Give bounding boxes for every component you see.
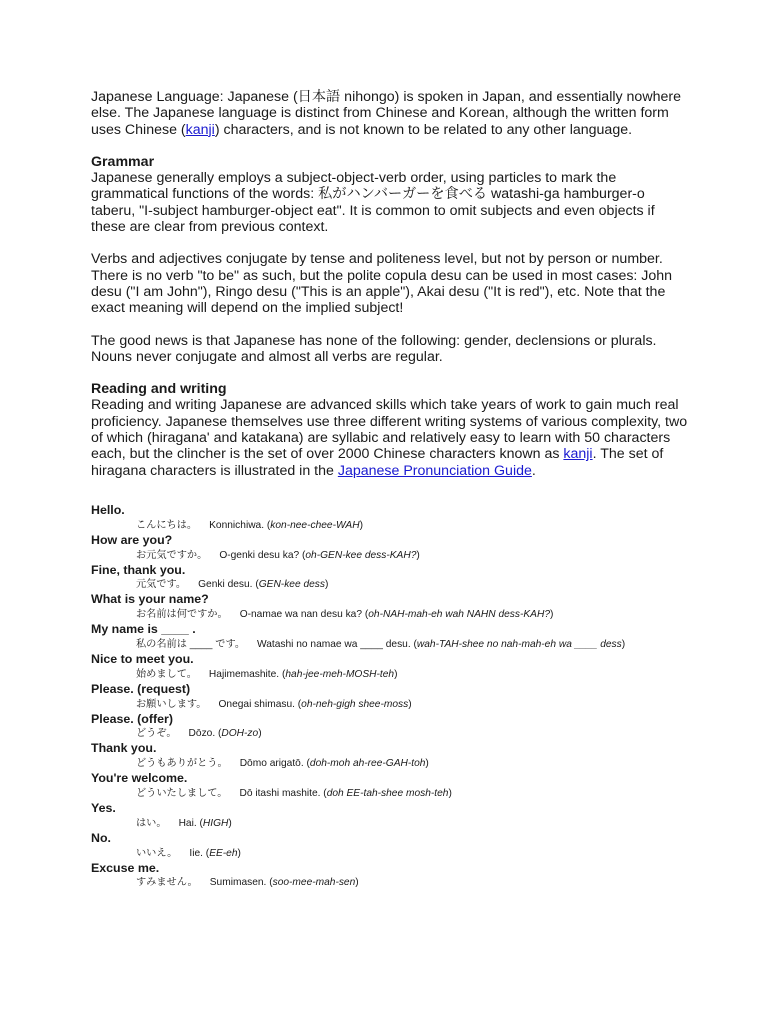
phrase-japanese <box>136 548 711 563</box>
phrase-japanese <box>136 816 711 831</box>
phrase-romaji: O-namae wa nan desu ka? ( <box>239 609 369 621</box>
phrase-kana: こんにちは。 <box>136 519 198 531</box>
grammar-heading: Grammar <box>91 153 155 170</box>
document-body <box>91 89 691 479</box>
phrase-english: Hello. <box>91 503 125 517</box>
phrase-japanese <box>136 637 711 652</box>
phrase-kana: 始めまして。 <box>136 668 197 680</box>
grammar-paragraph-1: Japanese generally employs a subject-object-verb order, using particles to mark the grammatical functions of the words: 私がハンバーガーを食べる watashi-ga hamburger-o taberu, "I-subject hamburger-object eat". It is common to omit subjects and even objects if these are clear from previous context. <box>91 170 655 236</box>
phrase-kana: どういたしまして。 <box>136 787 228 799</box>
phrase-pronunciation: soo-mee-mah-sen <box>272 877 356 889</box>
phrase-pronunciation: oh-neh-gigh shee-moss <box>301 698 409 710</box>
phrasebook-list <box>91 503 711 890</box>
reading-text-end: . <box>531 462 536 479</box>
phrase-japanese <box>136 726 711 741</box>
phrase-close-paren: ) <box>228 817 232 829</box>
phrase-romaji: Hai. ( <box>178 817 203 829</box>
phrase-pronunciation: doh EE-tah-shee mosh-teh <box>326 787 449 799</box>
phrase-close-paren: ) <box>416 549 420 561</box>
pronunciation-guide-link[interactable]: Japanese Pronunciation Guide <box>337 462 532 479</box>
phrase-pronunciation: kon-nee-chee-WAH <box>270 519 360 531</box>
phrase-kana: お願いします。 <box>136 698 207 710</box>
phrase-japanese <box>136 667 711 682</box>
kanji-link-2[interactable]: kanji <box>563 446 593 463</box>
phrase-kana: すみません。 <box>136 877 198 889</box>
reading-paragraph <box>91 397 691 478</box>
phrase-english: My name is ____ . <box>91 622 196 637</box>
phrase-english: Nice to meet you. <box>91 651 194 666</box>
phrase-pronunciation: oh-GEN-kee dess-KAH? <box>305 549 417 561</box>
phrase-kana: どうぞ。 <box>136 728 177 740</box>
phrase-japanese <box>136 577 711 592</box>
phrase-kana: お名前は何ですか。 <box>136 609 228 621</box>
phrase-romaji: Dōzo. ( <box>188 728 222 740</box>
phrase-romaji: Genki desu. ( <box>198 579 259 591</box>
phrase-pronunciation: hah-jee-meh-MOSH-teh <box>285 668 395 680</box>
phrase-romaji: Watashi no namae wa ____ desu. ( <box>257 638 417 650</box>
phrase-romaji: Dōmo arigatō. ( <box>239 758 310 770</box>
reading-heading: Reading and writing <box>91 381 227 398</box>
phrase-romaji: O-genki desu ka? ( <box>219 549 306 561</box>
phrase-close-paren: ) <box>621 638 626 650</box>
phrase-english: Please. (request) <box>91 681 191 696</box>
phrase-english: Please. (offer) <box>91 711 173 726</box>
phrase-kana: お元気ですか。 <box>136 549 208 561</box>
phrase-kana: いいえ。 <box>136 847 178 859</box>
phrase-japanese <box>136 756 711 771</box>
phrase-close-paren: ) <box>394 668 398 680</box>
phrase-english: Yes. <box>91 800 116 815</box>
phrase-english: How are you? <box>91 532 173 547</box>
phrase-pronunciation: DOH-zo <box>221 728 259 740</box>
phrase-kana: どうもありがとう。 <box>136 758 228 770</box>
kanji-link[interactable]: kanji <box>185 121 215 138</box>
phrase-japanese <box>136 846 711 861</box>
phrase-close-paren: ) <box>355 877 359 889</box>
phrase-english: Thank you. <box>91 741 157 756</box>
phrase-pronunciation: wah-TAH-shee no nah-mah-eh wa ____ dess <box>416 638 622 650</box>
phrase-pronunciation: HIGH <box>202 817 229 829</box>
phrase-close-paren: ) <box>408 698 412 710</box>
intro-text: Japanese Language: Japanese (日本語 nihongo) is spoken in Japan, and essentially nowhere else. The Japanese language is distinct from Chinese and Korean, although the written form uses Chinese ( <box>91 89 681 138</box>
phrase-japanese <box>136 607 711 622</box>
phrase-close-paren: ) <box>258 728 262 740</box>
phrase-english: Fine, thank you. <box>91 562 186 577</box>
phrase-romaji: Dō itashi mashite. ( <box>239 787 327 799</box>
phrase-pronunciation: GEN-kee dess <box>258 579 325 591</box>
grammar-paragraph-2: Verbs and adjectives conjugate by tense and politeness level, but not by person or number. There is no verb "to be" as such, but the polite copula desu can be used in most cases: John desu ("I am John"), Ringo desu ("This is an apple"), Akai desu ("It is red"), etc. Note that the exact meaning will depend on the implied subject! <box>91 251 673 317</box>
phrase-romaji: Iie. ( <box>189 847 210 859</box>
phrase-kana: はい。 <box>136 817 167 829</box>
phrase-japanese <box>136 697 711 712</box>
phrase-romaji: Onegai shimasu. ( <box>218 698 302 710</box>
phrase-kana: 元気です。 <box>136 579 187 591</box>
phrase-close-paren: ) <box>237 847 241 859</box>
phrase-pronunciation: oh-NAH-mah-eh wah NAHN dess-KAH? <box>368 609 550 621</box>
phrase-close-paren: ) <box>425 758 429 770</box>
intro-text-end: ) characters, and is not known to be related to any other language. <box>214 121 633 138</box>
intro-paragraph <box>91 89 691 138</box>
reading-text-mid: . The set of hiragana characters is illustrated in the <box>91 446 664 479</box>
phrase-romaji: Sumimasen. ( <box>209 877 273 889</box>
phrase-english: What is your name? <box>91 592 209 607</box>
phrase-romaji: Hajimemashite. ( <box>208 668 286 680</box>
phrase-japanese <box>136 786 711 801</box>
phrase-close-paren: ) <box>550 609 554 621</box>
phrase-english: You're welcome. <box>91 771 188 786</box>
phrase-pronunciation: doh-moh ah-ree-GAH-toh <box>309 758 426 770</box>
phrase-pronunciation: EE-eh <box>209 847 238 859</box>
phrase-kana: 私の名前は ____ です。 <box>136 638 246 650</box>
phrase-romaji: Konnichiwa. ( <box>209 519 271 531</box>
phrase-close-paren: ) <box>448 787 452 799</box>
phrase-close-paren: ) <box>359 519 363 531</box>
phrase-english: Excuse me. <box>91 860 160 875</box>
phrase-japanese <box>136 518 711 533</box>
reading-text: Reading and writing Japanese are advanced skills which take years of work to gain much real proficiency. Japanese themselves use three different writing systems of various complexity, two of which (hiragana' and katakana) are syllabic and relatively easy to learn with 50 characters each, but the clincher is the set of over 2000 Chinese characters known as <box>91 397 688 463</box>
phrase-english: No. <box>91 830 111 845</box>
phrase-close-paren: ) <box>324 579 329 591</box>
grammar-paragraph-3: The good news is that Japanese has none of the following: gender, declensions or plurals. Nouns never conjugate and almost all verbs are regular. <box>91 332 657 365</box>
phrase-japanese <box>136 875 711 890</box>
